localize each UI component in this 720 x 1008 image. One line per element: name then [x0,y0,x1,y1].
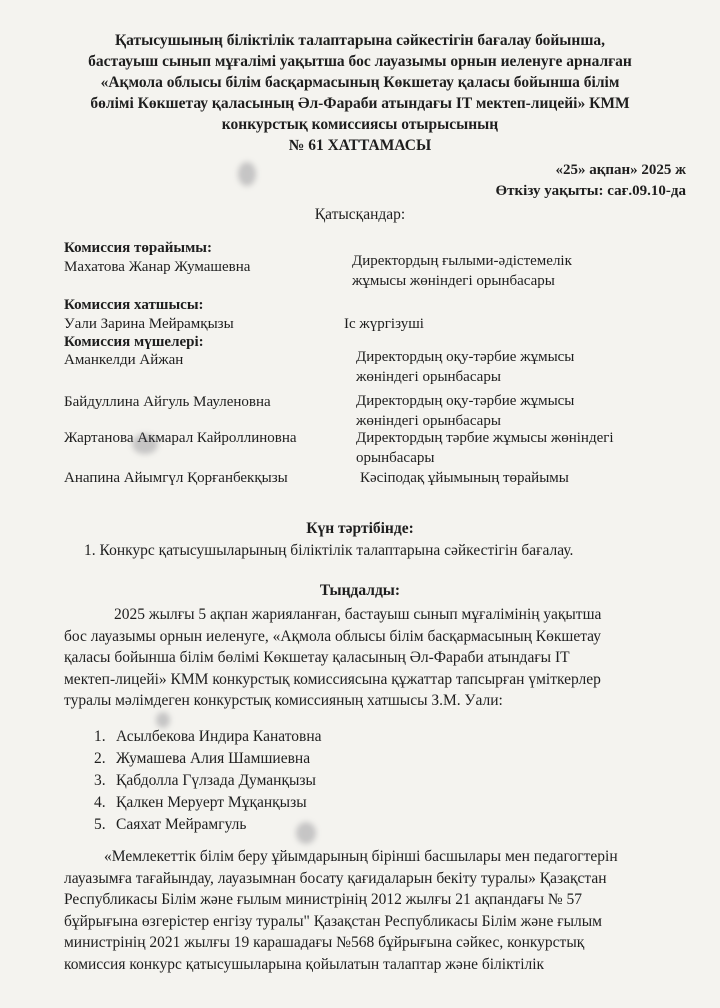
agenda-heading: Күн тәртібінде: [306,520,414,537]
item-number: 5. [94,816,106,833]
paragraph-line: қаласы бойынша білім бөлімі Көкшетау қаласының Әл-Фараби атындағы IT [64,649,570,666]
meeting-time: Өткізу уақыты: сағ.09.10-да [495,183,686,199]
paragraph-line: комиссия конкурс қатысушыларына қойылатын талаптар және біліктілік [64,955,545,973]
position-line: жөніндегі орынбасары [356,369,501,385]
protocol-date: «25» ақпан» 2025 ж [555,162,686,178]
item-number: 3. [94,772,106,789]
paragraph-line: 2025 жылғы 5 ақпан жарияланған, бастауыш сынып мұғалімінің уақытша [114,606,602,623]
title-line: бөлімі Көкшетау қаласының Әл-Фараби атындағы IT мектеп-лицейі» КММ [90,95,630,112]
candidate-name: Қалкен Меруерт Мұқанқызы [116,794,307,811]
secretary-position: Іс жүргізуші [344,316,424,332]
list-item [94,792,322,814]
item-number: 1. [94,728,106,745]
candidate-name: Жумашева Алия Шамшиевна [116,750,311,767]
paragraph-line: министрінің 2021 жылғы 19 карашадағы №568 бұйрығына сәйкес, конкурстық [64,934,585,951]
secretary-label: Комиссия хатшысы: [64,297,204,313]
participants-heading: Қатысқандар: [314,206,406,223]
position-line: Директордың оқу-тәрбие жұмысы [356,393,575,409]
item-number: 2. [94,750,106,767]
ink-smudge [132,434,158,454]
member-position [360,468,569,488]
member-position [356,391,574,431]
paragraph-line: бос лауазымы орнын иеленуге, «Ақмола облысы білім басқармасының Көкшетау [64,627,602,645]
candidate-list [94,726,322,836]
ink-smudge [238,162,256,186]
heard-heading: Тыңдалды: [319,582,401,599]
paragraph-line: бұйрығына өзгерістер енгізу туралы" Қазақстан Республикасы Білім және ғылым [64,912,602,930]
position-line: Кәсіподақ ұйымының төрайымы [360,470,569,486]
position-line: жұмысы жөніндегі орынбасары [352,273,555,289]
paragraph-line: мектеп-лицейі» КММ конкурстық комиссиясына құжаттар тапсырған үміткерлер [64,670,601,688]
ink-smudge [296,822,316,844]
position-line: жөніндегі орынбасары [356,413,501,429]
paragraph-line: лауазымға тағайындау, лауазымнан босату қағидаларын бекіту туралы» Қазақстан [64,869,607,887]
paragraph-line: Республикасы Білім және ғылым министрінің 2012 жылғы 21 ақпандағы № 57 [64,891,583,908]
paragraph-line: туралы мәлімдеген конкурстық комиссияның хатшысы З.М. Уали: [64,692,503,709]
list-item [94,770,322,792]
member-name: Байдуллина Айгуль Мауленовна [64,394,271,410]
title-line: «Ақмола облысы білім басқармасының Көкшетау қаласы бойынша білім [100,74,620,91]
chair-label: Комиссия төрайымы: [64,240,213,256]
member-position [356,428,614,468]
member-name: Анапина Айымгүл Қорғанбекқызы [64,470,288,486]
list-item [94,748,322,770]
paragraph-line: «Мемлекеттік білім беру ұйымдарының бірінші басшылары мен педагогтерін [104,848,618,865]
list-item [94,726,322,748]
ink-smudge [156,712,170,728]
members-label: Комиссия мүшелері: [64,334,204,350]
candidate-name: Асылбекова Индира Канатовна [116,728,322,745]
chair-position [352,251,572,291]
document-title [40,30,680,156]
title-line: конкурстық комиссиясы отырысының [221,116,499,133]
position-line: орынбасары [356,450,435,466]
position-line: Директордың ғылыми-әдістемелік [352,253,572,269]
candidate-name: Саяхат Мейрамгуль [116,816,247,833]
candidate-name: Қабдолла Гүлзада Думанқызы [116,772,316,789]
position-line: Директордың тәрбие жұмысы жөніндегі [356,430,614,446]
member-name: Жартанова Акмарал Кайроллиновна [64,430,297,446]
agenda-item: 1. Конкурс қатысушыларының біліктілік талаптарына сәйкестігін бағалау. [84,542,574,559]
position-line: Директордың оқу-тәрбие жұмысы [356,349,575,365]
member-position [356,347,574,387]
secretary-name: Уали Зарина Мейрамқызы [64,316,234,332]
title-line: Қатысушының біліктілік талаптарына сәйкестігін бағалау бойынша, [114,32,606,49]
list-item [94,814,322,836]
heard-paragraph [64,604,682,712]
member-name: Аманкелди Айжан [64,352,184,368]
regulation-paragraph [64,846,682,975]
protocol-number: № 61 ХАТТАМАСЫ [288,137,432,154]
item-number: 4. [94,794,106,811]
chair-name: Махатова Жанар Жумашевна [64,259,251,275]
title-line: бастауыш сынып мұғалімі уақытша бос лауазымы орнын иеленуге арналған [88,53,632,70]
